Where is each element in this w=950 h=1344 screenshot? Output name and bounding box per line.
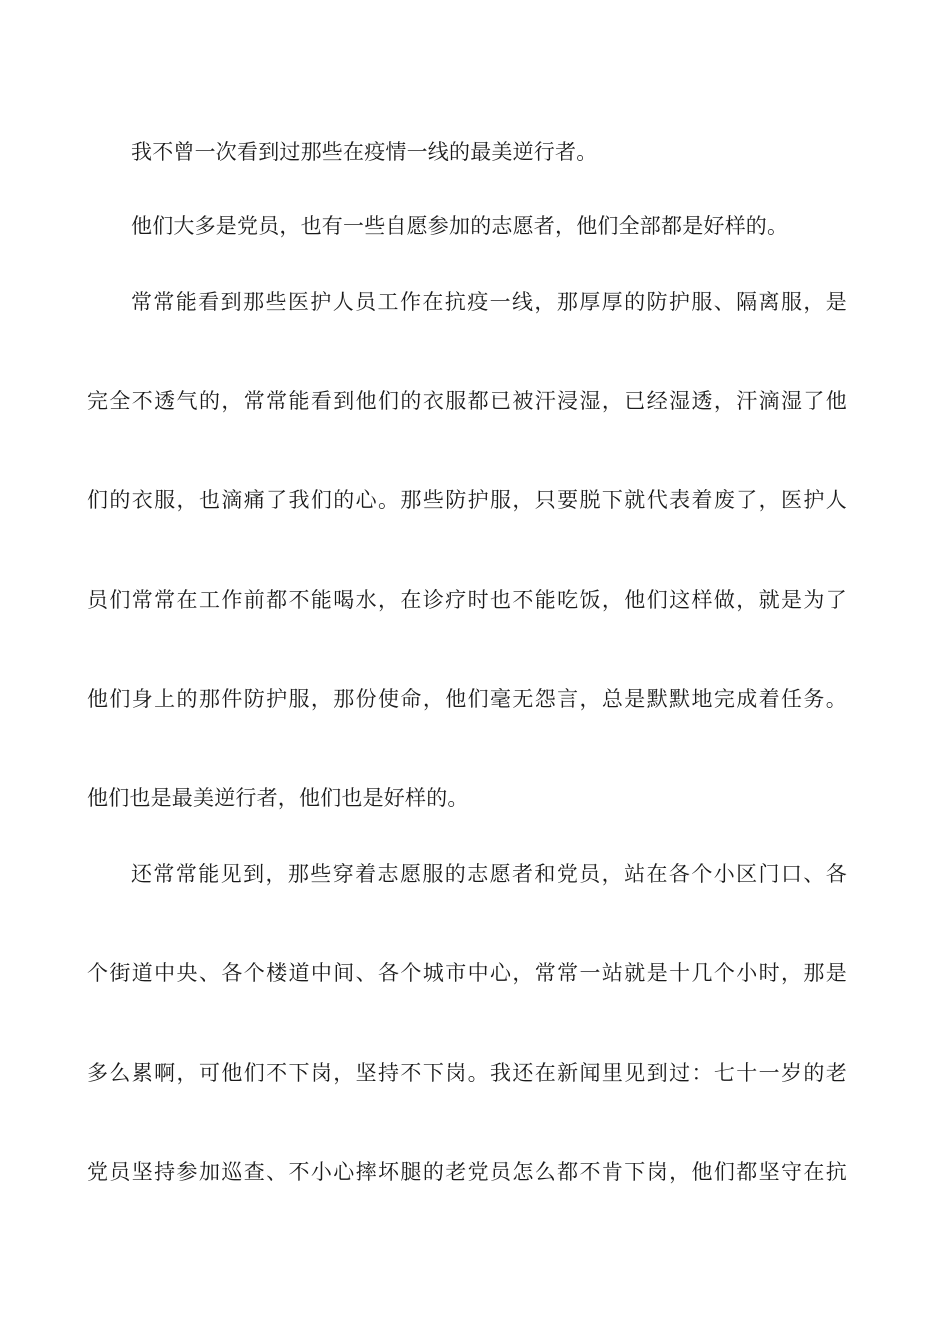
text-line-10: 个街道中央、各个楼道中间、各个城市中心，常常一站就是十几个小时，那是 bbox=[87, 961, 847, 985]
text-line-1: 我不曾一次看到过那些在疫情一线的最美逆行者。 bbox=[131, 140, 598, 164]
text-line-12: 党员坚持参加巡查、不小心摔坏腿的老党员怎么都不肯下岗，他们都坚守在抗 bbox=[87, 1160, 847, 1184]
text-line-7: 他们身上的那件防护服，那份使命，他们毫无怨言，总是默默地完成着任务。 bbox=[87, 687, 847, 711]
text-line-9: 还常常能见到，那些穿着志愿服的志愿者和党员，站在各个小区门口、各 bbox=[131, 862, 847, 886]
text-line-11: 多么累啊，可他们不下岗，坚持不下岗。我还在新闻里见到过：七十一岁的老 bbox=[87, 1061, 847, 1085]
text-line-6: 员们常常在工作前都不能喝水，在诊疗时也不能吃饭，他们这样做，就是为了 bbox=[87, 588, 847, 612]
text-line-8: 他们也是最美逆行者，他们也是好样的。 bbox=[87, 786, 469, 810]
text-line-2: 他们大多是党员，也有一些自愿参加的志愿者，他们全部都是好样的。 bbox=[131, 214, 789, 238]
text-line-4: 完全不透气的，常常能看到他们的衣服都已被汗浸湿，已经湿透，汗滴湿了他 bbox=[87, 389, 847, 413]
text-line-3: 常常能看到那些医护人员工作在抗疫一线，那厚厚的防护服、隔离服，是 bbox=[131, 290, 847, 314]
text-line-5: 们的衣服，也滴痛了我们的心。那些防护服，只要脱下就代表着废了，医护人 bbox=[87, 488, 847, 512]
